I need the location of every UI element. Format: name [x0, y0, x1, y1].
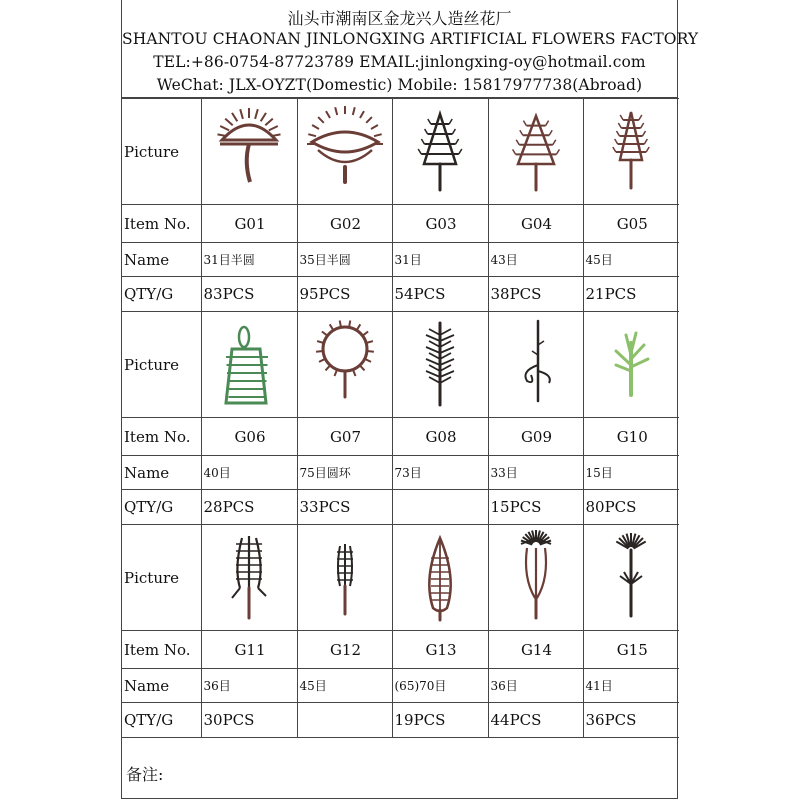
item-qty: 19PCS — [392, 703, 488, 738]
product-image — [201, 312, 297, 418]
item-number: G03 — [392, 205, 488, 243]
qty-row — [122, 277, 679, 312]
contact-wechat-mobile: WeChat: JLX-OYZT(Domestic) Mobile: 15817977738(Abroad) — [156, 76, 643, 94]
item-name: 43目 — [488, 243, 583, 277]
ring-icon — [298, 315, 392, 415]
product-image — [392, 99, 488, 205]
item-name: 73目 — [392, 456, 488, 490]
item-number: G12 — [297, 631, 392, 669]
product-image — [201, 525, 297, 631]
item-qty — [297, 703, 392, 738]
product-sheet — [121, 0, 699, 799]
name-row — [122, 243, 679, 277]
item-number-row — [122, 418, 679, 456]
item-number: G15 — [583, 631, 679, 669]
item-qty: 80PCS — [583, 490, 679, 525]
cone-dark-icon — [393, 102, 488, 202]
product-image — [297, 99, 392, 205]
item-name: 75目圆环 — [297, 456, 392, 490]
item-number: G06 — [201, 418, 297, 456]
curly-stem-icon — [489, 315, 583, 415]
item-qty: 95PCS — [297, 277, 392, 312]
item-qty: 15PCS — [488, 490, 583, 525]
item-qty: 83PCS — [201, 277, 297, 312]
company-name-cn: 汕头市潮南区金龙兴人造丝花厂 — [287, 9, 512, 28]
fan-stem-icon — [489, 528, 583, 628]
name-label: Name — [122, 243, 201, 277]
item-name: (65)70目 — [392, 669, 488, 703]
product-image — [488, 525, 583, 631]
item-name: 15目 — [583, 456, 679, 490]
item-name: 36目 — [201, 669, 297, 703]
picture-row — [122, 525, 679, 631]
item-number-row — [122, 631, 679, 669]
item-number: G05 — [583, 205, 679, 243]
item-number-label: Item No. — [122, 631, 201, 669]
item-qty: 33PCS — [297, 490, 392, 525]
item-qty: 30PCS — [201, 703, 297, 738]
item-number: G08 — [392, 418, 488, 456]
item-qty: 44PCS — [488, 703, 583, 738]
product-image — [488, 312, 583, 418]
item-name: 35目半圆 — [297, 243, 392, 277]
qty-row — [122, 490, 679, 525]
item-number: G02 — [297, 205, 392, 243]
item-name: 33目 — [488, 456, 583, 490]
picture-row — [122, 99, 679, 205]
item-name: 40目 — [201, 456, 297, 490]
qty-label: QTY/G — [122, 277, 201, 312]
company-name-en: SHANTOU CHAONAN JINLONGXING ARTIFICIAL FLOWERS FACTORY — [122, 30, 699, 48]
item-number: G09 — [488, 418, 583, 456]
qty-label: QTY/G — [122, 490, 201, 525]
product-image — [488, 99, 583, 205]
product-image — [392, 312, 488, 418]
item-number-label: Item No. — [122, 205, 201, 243]
product-image — [583, 525, 679, 631]
green-cage-icon — [202, 315, 297, 415]
company-header — [122, 0, 699, 98]
name-row — [122, 669, 679, 703]
double-fan-icon — [584, 528, 680, 628]
item-qty: 28PCS — [201, 490, 297, 525]
name-label: Name — [122, 669, 201, 703]
narrow-cage-icon — [298, 528, 392, 628]
item-number: G11 — [201, 631, 297, 669]
green-sprig-icon — [584, 315, 680, 415]
picture-row — [122, 312, 679, 418]
item-qty — [392, 490, 488, 525]
qty-row — [122, 703, 679, 738]
cone-narrow-icon — [584, 102, 680, 202]
item-number: G10 — [583, 418, 679, 456]
item-qty: 36PCS — [583, 703, 679, 738]
item-number-row — [122, 205, 679, 243]
product-image — [201, 99, 297, 205]
item-name: 45目 — [583, 243, 679, 277]
item-name: 31目半圆 — [201, 243, 297, 277]
item-name: 31目 — [392, 243, 488, 277]
cone-brown-icon — [489, 102, 583, 202]
half-dome-wide-icon — [298, 102, 392, 202]
qty-label: QTY/G — [122, 703, 201, 738]
picture-label: Picture — [122, 99, 201, 205]
item-number-label: Item No. — [122, 418, 201, 456]
item-number: G07 — [297, 418, 392, 456]
item-name: 41目 — [583, 669, 679, 703]
picture-label: Picture — [122, 525, 201, 631]
half-dome-stand-icon — [202, 102, 297, 202]
item-qty: 38PCS — [488, 277, 583, 312]
picture-label: Picture — [122, 312, 201, 418]
item-number: G13 — [392, 631, 488, 669]
product-image — [297, 312, 392, 418]
item-name: 36目 — [488, 669, 583, 703]
item-qty: 54PCS — [392, 277, 488, 312]
item-number: G14 — [488, 631, 583, 669]
name-row — [122, 456, 679, 490]
product-table — [122, 98, 679, 738]
product-image — [392, 525, 488, 631]
item-name: 45目 — [297, 669, 392, 703]
product-image — [583, 99, 679, 205]
notes-label: 备注: — [126, 765, 164, 784]
item-qty: 21PCS — [583, 277, 679, 312]
name-label: Name — [122, 456, 201, 490]
contact-tel-email: TEL:+86-0754-87723789 EMAIL:jinlongxing-oy@hotmail.com — [153, 53, 646, 71]
bulb-cage-icon — [393, 528, 488, 628]
spiky-stem-icon — [393, 315, 488, 415]
item-number: G04 — [488, 205, 583, 243]
product-image — [297, 525, 392, 631]
product-image — [583, 312, 679, 418]
item-number: G01 — [201, 205, 297, 243]
cage-stem-icon — [202, 528, 297, 628]
